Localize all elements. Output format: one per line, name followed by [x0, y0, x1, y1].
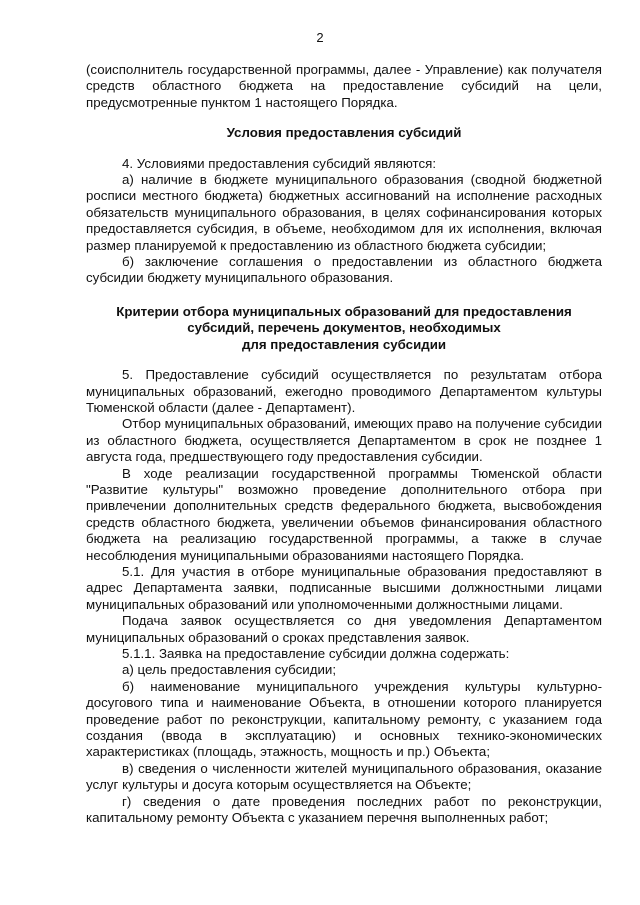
paragraph-5-1: 5.1. Для участия в отборе муниципальные образования предоставляют в адрес Департамента заявки, подписанные высшими должностными лицами муниципальных образований или уполномоченными должностными лицами. [86, 563, 602, 612]
paragraph-4a: а) наличие в бюджете муниципального образования (сводной бюджетной росписи местного бюджета) бюджетных ассигнований на исполнение расходных обязательств муниципального образования, в целях софинансирования которых предоставляется субсидия, в объеме, необходимом для их исполнения, включая размер планируемой к предоставлению из областного бюджета субсидии; [86, 172, 602, 253]
paragraph-5-1-1-a: а) цель предоставления субсидии; [122, 662, 337, 678]
section-heading-criteria-line-3: для предоставления субсидии [241, 336, 447, 352]
section-heading-criteria-line-2: субсидий, перечень документов, необходимых [187, 320, 501, 336]
paragraph-5-1-1-v: в) сведения о численности жителей муниципального образования, оказание услуг культуры и досуга которым осуществляется на Объекте; [86, 760, 602, 793]
section-heading-criteria-line-1: Критерии отбора муниципальных образований для предоставления [116, 303, 572, 319]
page-number: 2 [316, 30, 324, 45]
document-body [86, 62, 602, 826]
paragraph-5-1-1: 5.1.1. Заявка на предоставление субсидии должна содержать: [122, 646, 510, 661]
paragraph-5-additional: В ходе реализации государственной программы Тюменской области "Развитие культуры" возможно проведение дополнительного отбора при привлечении дополнительных средств федерального бюджета, высвобождения средств областного бюджета, увеличении объемов финансирования областного бюджета на реализацию государственной программы, а также в случае несоблюдения муниципальными образованиями настоящего Порядка. [86, 465, 602, 563]
section-heading-conditions: Условия предоставления субсидий [226, 125, 462, 141]
paragraph-4b: б) заключение соглашения о предоставлении из областного бюджета субсидии бюджету муниципального образования. [86, 254, 602, 286]
paragraph-5-selection: Отбор муниципальных образований, имеющих право на получение субсидии из областного бюджета, осуществляется Департаментом в срок не позднее 1 августа года, предшествующего году предоставления субсидии. [86, 416, 602, 465]
paragraph-5-1-submission: Подача заявок осуществляется со дня уведомления Департаментом муниципальных образований о сроках представления заявок. [86, 613, 602, 645]
paragraph-5-1-1-g: г) сведения о дате проведения последних работ по реконструкции, капитальному ремонту Объекта с указанием перечня выполненных работ; [86, 793, 602, 826]
paragraph-5-1-1-b: б) наименование муниципального учреждения культуры культурно-досугового типа и наименование Объекта, в отношении которого планируется проведение работ по реконструкции, капитальному ремонту, с указанием года создания (ввода в эксплуатацию) и основных технико-экономических характеристиках (площадь, этажность, мощность и пр.) Объекта; [86, 678, 602, 760]
paragraph-5: 5. Предоставление субсидий осуществляется по результатам отбора муниципальных образований, ежегодно проводимого Департаментом культуры Тюменской области (далее - Департамент). [86, 367, 602, 415]
paragraph-4: 4. Условиями предоставления субсидий являются: [122, 155, 437, 171]
intro-paragraph: (соисполнитель государственной программы, далее - Управление) как получателя средств областного бюджета на предоставление субсидий на цели, предусмотренные пунктом 1 настоящего Порядка. [86, 62, 602, 110]
section-heading-criteria [86, 304, 602, 353]
